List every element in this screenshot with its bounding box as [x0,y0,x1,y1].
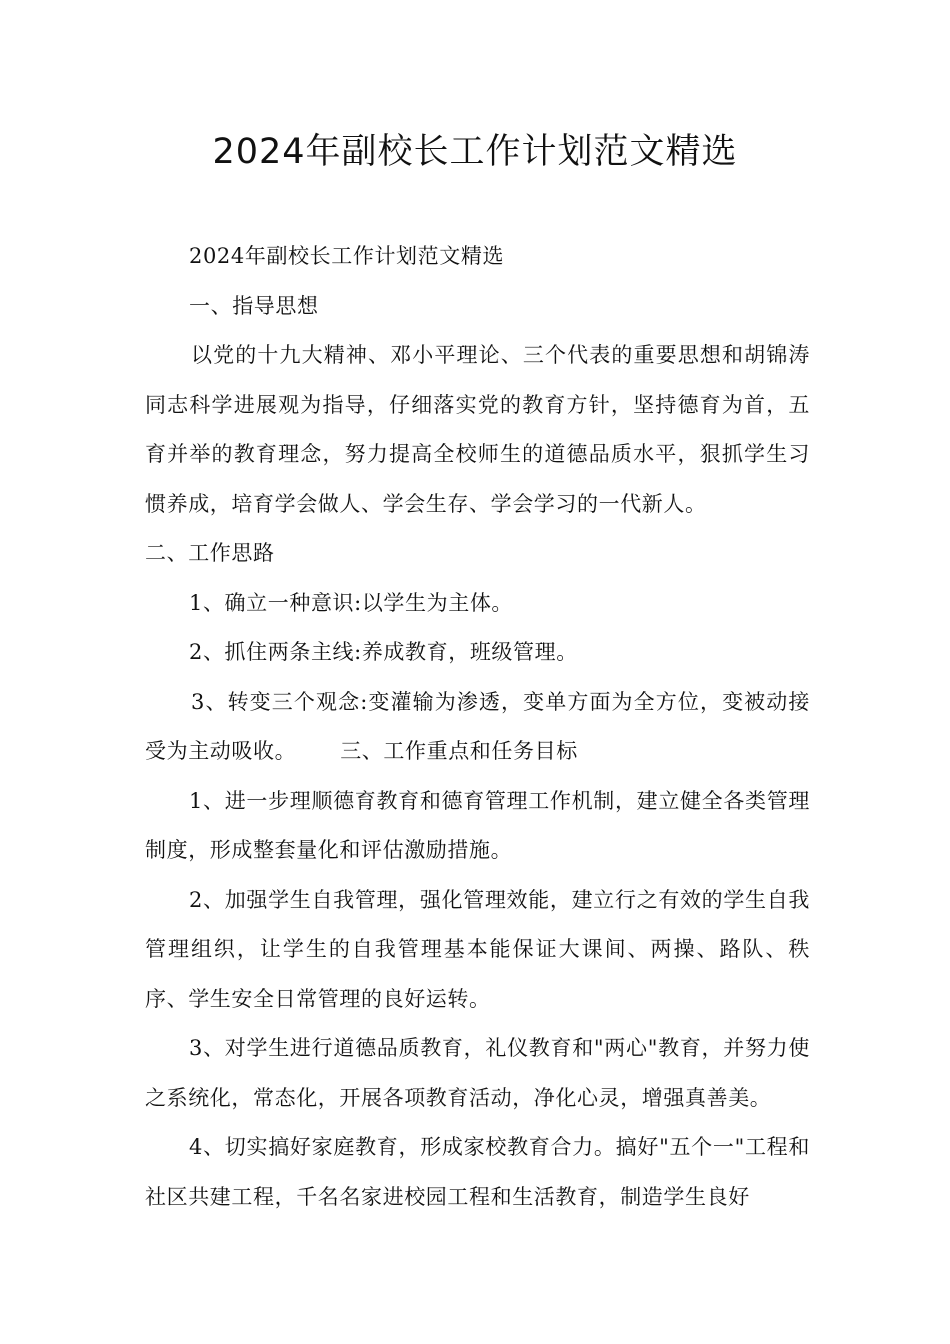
list-item-task-3: 3、对学生进行道德品质教育，礼仪教育和"两心"教育，并努力使之系统化，常态化，开展各项教育活动，净化心灵，增强真善美。 [145,1036,810,1110]
list-item-task-4: 4、切实搞好家庭教育，形成家校教育合力。搞好"五个一"工程和社区共建工程，千名名家进校园工程和生活教育，制造学生良好 [145,1135,810,1209]
list-item-approach-2: 2、抓住两条主线:养成教育，班级管理。 [189,640,578,664]
document-subtitle: 2024年副校长工作计划范文精选 [189,244,505,268]
document-body [145,232,810,1222]
section-heading-work-approach: 二、工作思路 [145,541,275,565]
section-heading-guiding-ideology: 一、指导思想 [189,293,319,318]
paragraph-guiding-ideology: 以党的十九大精神、邓小平理论、三个代表的重要思想和胡锦涛同志科学进展观为指导，仔细落实党的教育方针，坚持德育为首，五育并举的教育理念，努力提高全校师生的道德品质水平，狠抓学生习惯养成，培育学会做人、学会生存、学会学习的一代新人。 [145,343,810,516]
list-item-task-2: 2、加强学生自我管理，强化管理效能，建立行之有效的学生自我管理组织，让学生的自我管理基本能保证大课间、两操、路队、秩序、学生安全日常管理的良好运转。 [145,887,810,1011]
list-item-approach-1: 1、确立一种意识:以学生为主体。 [189,590,514,615]
section-heading-key-tasks: 三、工作重点和任务目标 [340,739,578,763]
list-item-approach-3-text: 3、转变三个观念:变灌输为渗透，变单方面为全方位，变被动接受为主动吸收。 [145,689,810,763]
list-item-task-1: 1、进一步理顺德育教育和德育管理工作机制，建立健全各类管理制度，形成整套量化和评估激励措施。 [145,788,810,862]
document-title: 2024年副校长工作计划范文精选 [212,132,738,172]
list-item-approach-3 [145,678,810,777]
